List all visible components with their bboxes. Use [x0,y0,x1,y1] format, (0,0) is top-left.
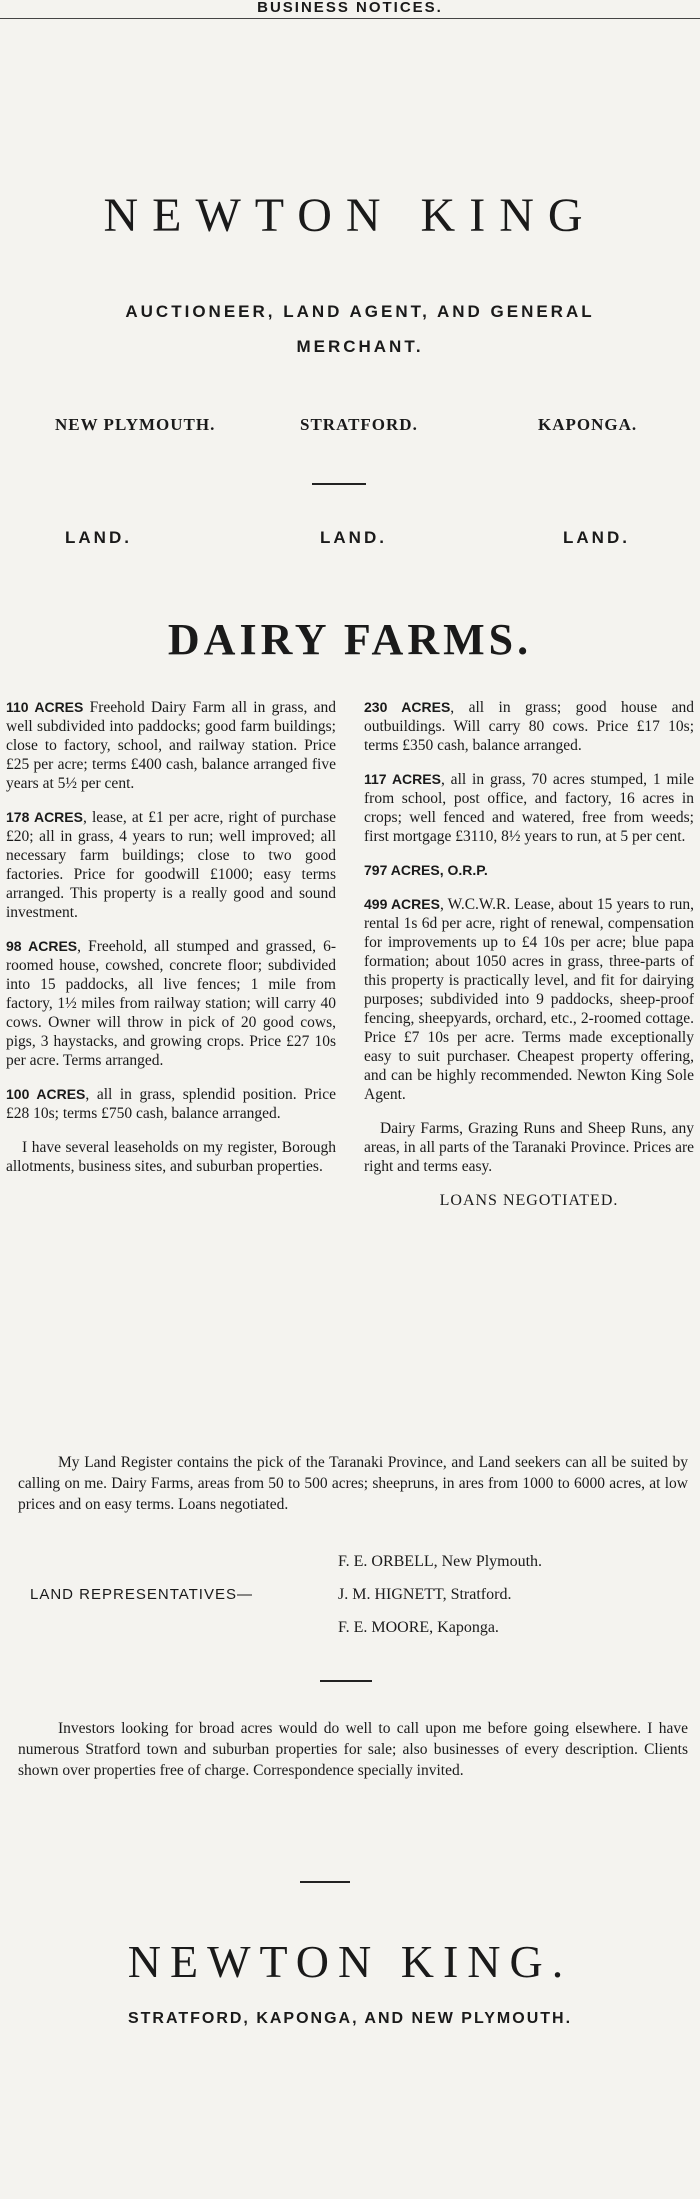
footer-name: NEWTON KING. [127,1936,573,1987]
masthead-subtitle-line2: MERCHANT. [296,337,424,356]
listing-item: 98 ACRES, Freehold, all stumped and grassed, 6-roomed house, cowshed, concrete floor; subdivided into 15 paddocks, all live fences; 1 mile from factory, 1½ miles from railway station; will carry 40 cows. Owner will throw in pick of 20 good cows, pigs, 3 haystacks, and growing crops. Price £27 10s per acre. Terms arranged. [6,938,337,1069]
section-header: BUSINESS NOTICES. [257,0,443,16]
land-label-row [0,528,700,554]
listing-note: I have several leaseholds on my register, Borough allotments, business sites, and suburban properties. [6,1139,336,1175]
town-stratford: STRATFORD. [300,415,418,434]
right-column [364,698,694,1225]
land-representatives [0,1553,700,1643]
dairy-farms-title: DAIRY FARMS. [167,615,533,664]
land-label: LAND. [563,528,630,547]
town-kaponga: KAPONGA. [538,415,638,434]
listing-note: Dairy Farms, Grazing Runs and Sheep Runs, any areas, in all parts of the Taranaki Province. Prices are right and terms easy. [364,1120,694,1175]
left-column [6,698,336,1191]
listing-item: 178 ACRES, lease, at £1 per acre, right of purchase £20; all in grass, 4 years to run; well improved; all necessary farm buildings; close to two good factories. Price for goodwill £1000; easy terms arranged. This property is a really good and sound investment. [6,809,336,921]
header-rule [0,18,700,19]
representative-name: F. E. ORBELL, New Plymouth. [338,1553,543,1570]
land-label: LAND. [65,528,132,547]
listing-item: 110 ACRES Freehold Dairy Farm all in grass, and well subdivided into paddocks; good farm buildings; close to factory, school, and railway station. Price £25 per acre; terms £400 cash, balance arranged five years at 5½ per cent. [6,699,336,792]
divider-rule [300,1881,350,1883]
listing-item: 117 ACRES, all in grass, 70 acres stumped, 1 mile from school, post office, and factory, 16 acres in crops; well fenced and watered, free from weeds; first mortgage £3110, 8½ years to run, at 5 per cent. [364,771,694,845]
listing-item: 230 ACRES, all in grass; good house and outbuildings. Will carry 80 cows. Price £17 10s; terms £350 cash, balance arranged. [364,699,694,754]
footer-towns: STRATFORD, KAPONGA, AND NEW PLYMOUTH. [127,2010,573,2027]
divider-rule [320,1680,372,1682]
masthead-name: NEWTON KING [103,189,597,242]
masthead-subtitle-line1: AUCTIONEER, LAND AGENT, AND GENERAL [125,302,595,321]
loans-negotiated: LOANS NEGOTIATED. [439,1192,619,1209]
listing-item: 797 ACRES, O.R.P. [364,862,488,878]
representative-name: J. M. HIGNETT, Stratford. [338,1586,512,1603]
listing-item: 100 ACRES, all in grass, splendid position. Price £28 10s; terms £750 cash, balance arranged. [6,1086,336,1122]
representatives-label: LAND REPRESENTATIVES— [30,1586,253,1603]
listing-item: 499 ACRES, W.C.W.R. Lease, about 15 years to run, rental 1s 6d per acre, right of renewal, compensation for improvements up to £4 10s per acre; blue papa formation; about 1050 acres in grass, three-parts of this property is practically level, and fit for dairying purposes; subdivided into 9 paddocks, sheep-proof fencing, sheepyards, orchard, etc., 2-roomed cottage. Price £7 10s per acre. Terms made exceptionally easy to suit purchaser. Cheapest property offering, and can be highly recommended. Newton King Sole Agent. [364,896,694,1103]
divider-rule [312,483,366,485]
town-list [0,415,700,440]
representative-name: F. E. MOORE, Kaponga. [338,1619,499,1636]
town-new-plymouth: NEW PLYMOUTH. [55,415,216,434]
investors-paragraph: Investors looking for broad acres would do well to call upon me before going elsewhere. I have numerous Stratford town and suburban properties for sale; also businesses of every description. Clients shown over properties free of charge. Correspondence specially invited. [18,1720,688,1779]
land-register-paragraph: My Land Register contains the pick of the Taranaki Province, and Land seekers can all be suited by calling on me. Dairy Farms, areas from 50 to 500 acres; sheepruns, in ares from 1000 to 6000 acres, at low prices and on easy terms. Loans negotiated. [18,1454,688,1513]
land-label: LAND. [320,528,387,547]
